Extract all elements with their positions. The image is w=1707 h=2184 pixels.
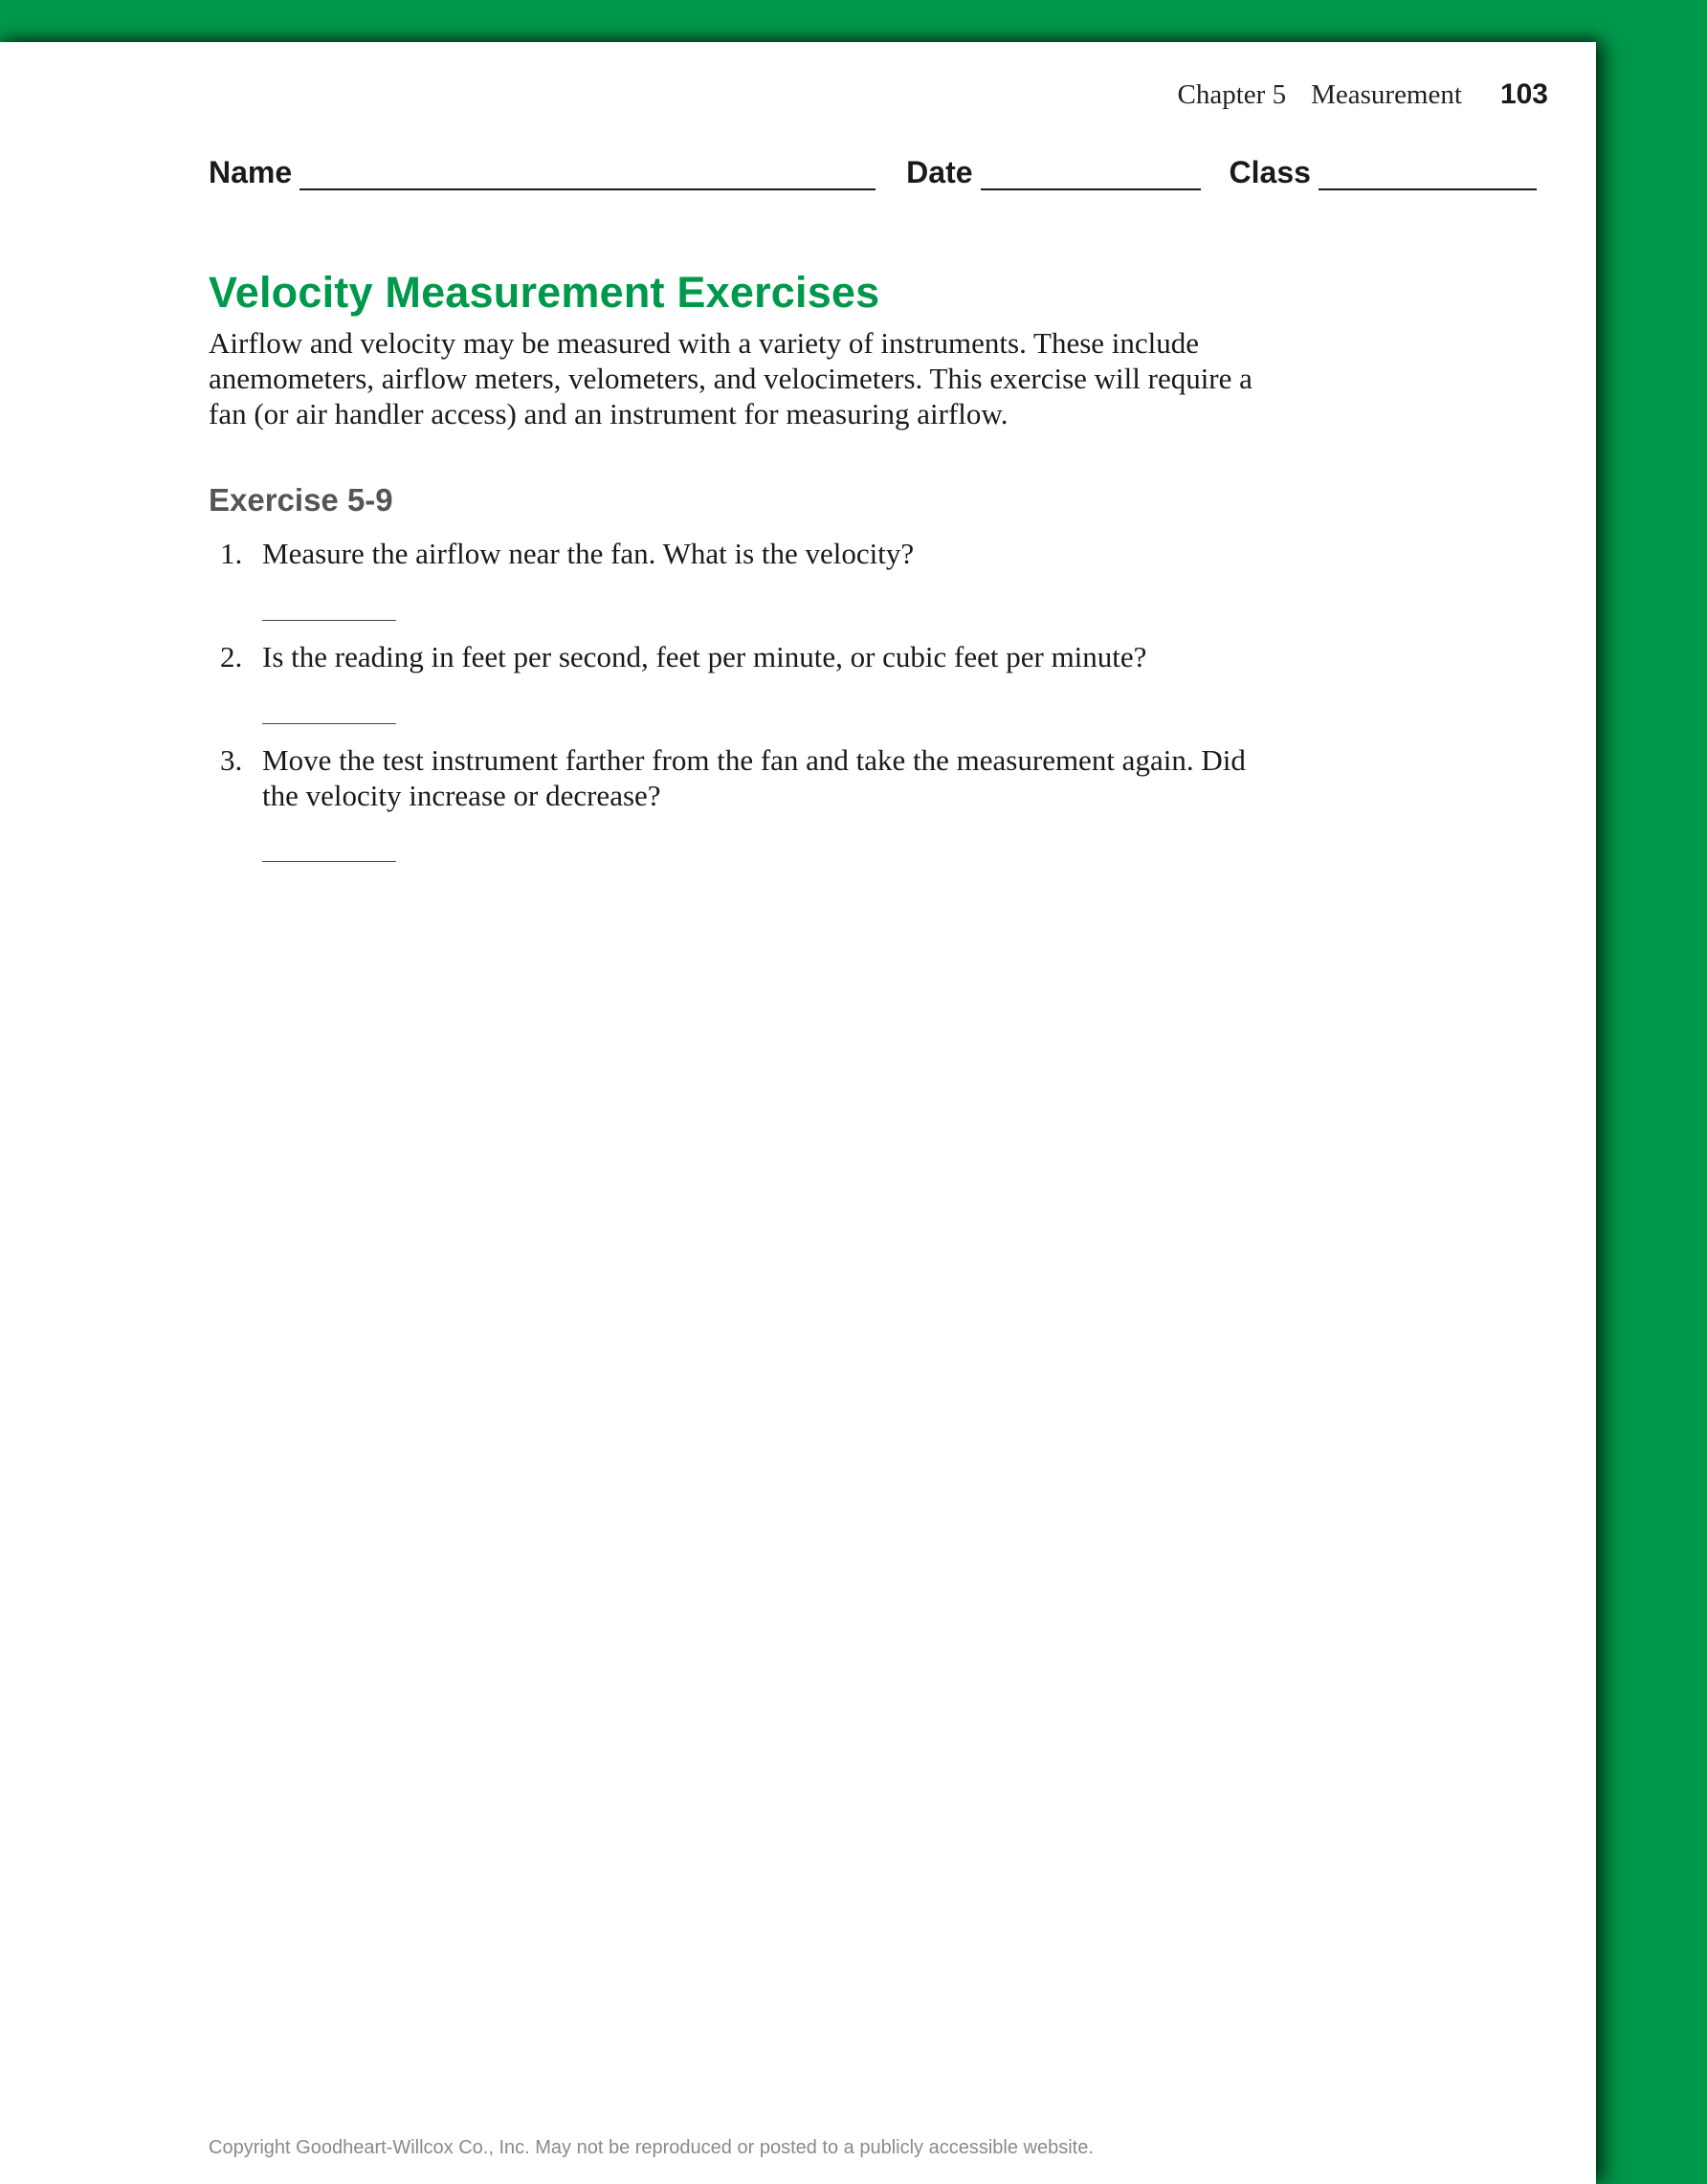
question-2: [220, 639, 1282, 674]
worksheet-page: [0, 42, 1596, 2184]
question-text: Move the test instrument farther from the fan and take the measurement again. Did the velocity increase or decrease?: [262, 743, 1246, 812]
answer-line-3[interactable]: [262, 861, 396, 862]
date-label: Date: [906, 155, 973, 189]
exercise-heading: Exercise 5-9: [209, 482, 393, 518]
copyright-notice: Copyright Goodheart-Willcox Co., Inc. May not be reproduced or posted to a publicly accessible website.: [209, 2137, 1094, 2158]
date-field[interactable]: [981, 160, 1201, 190]
question-number: 3.: [220, 743, 243, 777]
name-label: Name: [209, 155, 293, 189]
answer-line-1[interactable]: [262, 620, 396, 621]
section-label: Measurement: [1311, 79, 1462, 110]
question-text: Measure the airflow near the fan. What is the velocity?: [262, 537, 915, 570]
question-1: [220, 536, 1282, 571]
answer-line-2[interactable]: [262, 723, 396, 724]
class-field[interactable]: [1319, 160, 1537, 190]
intro-paragraph: Airflow and velocity may be measured with a variety of instruments. These include anemometers, airflow meters, velometers, and velocimeters. This exercise will require a fan (or air handler access) and an instrument for measuring airflow.: [209, 326, 1253, 430]
student-info-row: [209, 155, 1548, 190]
page-number: 103: [1499, 78, 1548, 110]
running-head: [1178, 78, 1548, 111]
class-label: Class: [1229, 155, 1311, 189]
question-text: Is the reading in feet per second, feet per minute, or cubic feet per minute?: [262, 640, 1147, 673]
page-title: Velocity Measurement Exercises: [209, 268, 880, 317]
name-field[interactable]: [299, 160, 876, 190]
question-3: [220, 742, 1282, 813]
chapter-label: Chapter 5: [1177, 79, 1287, 110]
question-number: 2.: [220, 640, 243, 673]
question-number: 1.: [220, 537, 243, 570]
